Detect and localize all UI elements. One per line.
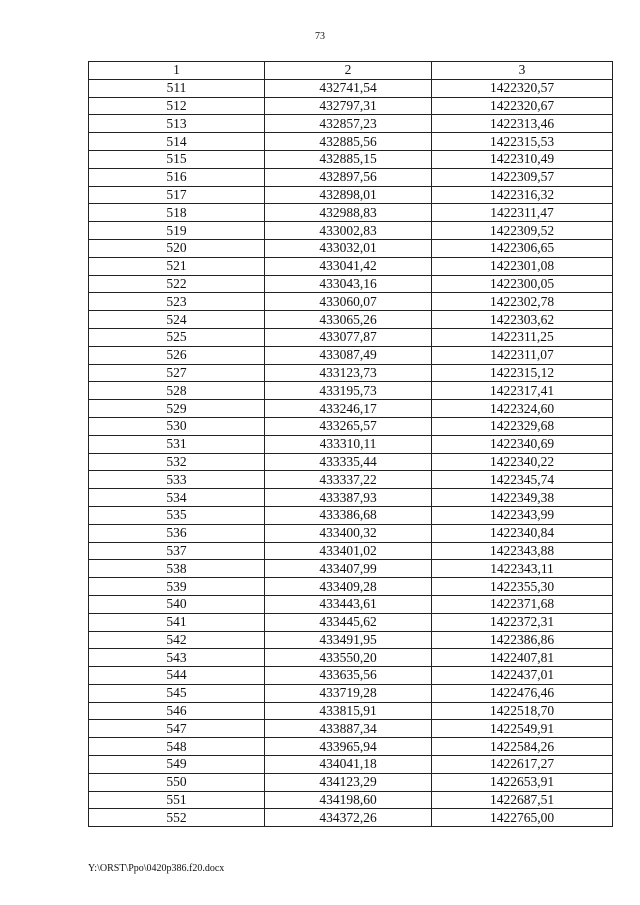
table-row [89, 471, 613, 489]
y-coordinate-cell: 1422372,31 [432, 613, 613, 631]
y-coordinate-cell: 1422340,84 [432, 524, 613, 542]
x-coordinate-cell: 433387,93 [265, 489, 432, 507]
y-coordinate-cell: 1422549,91 [432, 720, 613, 738]
point-number-cell: 517 [89, 186, 265, 204]
table-row [89, 346, 613, 364]
point-number-cell: 531 [89, 435, 265, 453]
table-row [89, 720, 613, 738]
x-coordinate-cell: 433123,73 [265, 364, 432, 382]
x-coordinate-cell: 433060,07 [265, 293, 432, 311]
y-coordinate-cell: 1422329,68 [432, 417, 613, 435]
point-number-cell: 546 [89, 702, 265, 720]
point-number-cell: 512 [89, 97, 265, 115]
point-number-cell: 524 [89, 311, 265, 329]
x-coordinate-cell: 432897,56 [265, 168, 432, 186]
y-coordinate-cell: 1422518,70 [432, 702, 613, 720]
x-coordinate-cell: 433491,95 [265, 631, 432, 649]
point-number-cell: 548 [89, 738, 265, 756]
point-number-cell: 545 [89, 684, 265, 702]
y-coordinate-cell: 1422343,88 [432, 542, 613, 560]
x-coordinate-cell: 433550,20 [265, 649, 432, 667]
table-row [89, 506, 613, 524]
y-coordinate-cell: 1422300,05 [432, 275, 613, 293]
table-row [89, 400, 613, 418]
table-row [89, 204, 613, 222]
table-row [89, 809, 613, 827]
table-row [89, 328, 613, 346]
point-number-cell: 536 [89, 524, 265, 542]
point-number-cell: 537 [89, 542, 265, 560]
point-number-cell: 515 [89, 150, 265, 168]
x-coordinate-cell: 433443,61 [265, 595, 432, 613]
table-row [89, 275, 613, 293]
y-coordinate-cell: 1422309,57 [432, 168, 613, 186]
point-number-cell: 544 [89, 667, 265, 685]
x-coordinate-cell: 433043,16 [265, 275, 432, 293]
point-number-cell: 552 [89, 809, 265, 827]
x-coordinate-cell: 433407,99 [265, 560, 432, 578]
x-coordinate-cell: 433246,17 [265, 400, 432, 418]
y-coordinate-cell: 1422355,30 [432, 578, 613, 596]
y-coordinate-cell: 1422584,26 [432, 738, 613, 756]
table-row [89, 133, 613, 151]
y-coordinate-cell: 1422476,46 [432, 684, 613, 702]
x-coordinate-cell: 433087,49 [265, 346, 432, 364]
point-number-cell: 518 [89, 204, 265, 222]
point-number-cell: 530 [89, 417, 265, 435]
y-coordinate-cell: 1422653,91 [432, 773, 613, 791]
x-coordinate-cell: 433065,26 [265, 311, 432, 329]
y-coordinate-cell: 1422306,65 [432, 239, 613, 257]
point-number-cell: 532 [89, 453, 265, 471]
x-coordinate-cell: 433400,32 [265, 524, 432, 542]
table-row [89, 435, 613, 453]
x-coordinate-cell: 433265,57 [265, 417, 432, 435]
table-row [89, 97, 613, 115]
point-number-cell: 523 [89, 293, 265, 311]
table-row [89, 293, 613, 311]
table-row [89, 382, 613, 400]
table-row [89, 489, 613, 507]
x-coordinate-cell: 433032,01 [265, 239, 432, 257]
table-row [89, 649, 613, 667]
x-coordinate-cell: 433815,91 [265, 702, 432, 720]
page-number: 73 [315, 31, 325, 42]
table-row [89, 667, 613, 685]
x-coordinate-cell: 433445,62 [265, 613, 432, 631]
point-number-cell: 535 [89, 506, 265, 524]
x-coordinate-cell: 433195,73 [265, 382, 432, 400]
point-number-cell: 539 [89, 578, 265, 596]
point-number-cell: 549 [89, 756, 265, 774]
point-number-cell: 528 [89, 382, 265, 400]
point-number-cell: 543 [89, 649, 265, 667]
table-row [89, 702, 613, 720]
y-coordinate-cell: 1422320,57 [432, 79, 613, 97]
y-coordinate-cell: 1422315,53 [432, 133, 613, 151]
y-coordinate-cell: 1422303,62 [432, 311, 613, 329]
y-coordinate-cell: 1422340,69 [432, 435, 613, 453]
x-coordinate-cell: 434198,60 [265, 791, 432, 809]
point-number-cell: 522 [89, 275, 265, 293]
y-coordinate-cell: 1422311,47 [432, 204, 613, 222]
x-coordinate-cell: 433002,83 [265, 222, 432, 240]
table-row [89, 311, 613, 329]
point-number-cell: 525 [89, 328, 265, 346]
table-row [89, 453, 613, 471]
point-number-cell: 526 [89, 346, 265, 364]
x-coordinate-cell: 432988,83 [265, 204, 432, 222]
table-row [89, 417, 613, 435]
point-number-cell: 527 [89, 364, 265, 382]
y-coordinate-cell: 1422311,07 [432, 346, 613, 364]
x-coordinate-cell: 433401,02 [265, 542, 432, 560]
y-coordinate-cell: 1422316,32 [432, 186, 613, 204]
x-coordinate-cell: 433041,42 [265, 257, 432, 275]
y-coordinate-cell: 1422309,52 [432, 222, 613, 240]
table-row [89, 524, 613, 542]
table-row [89, 222, 613, 240]
table-row [89, 239, 613, 257]
x-coordinate-cell: 433887,34 [265, 720, 432, 738]
point-number-cell: 514 [89, 133, 265, 151]
x-coordinate-cell: 433719,28 [265, 684, 432, 702]
point-number-cell: 533 [89, 471, 265, 489]
point-number-cell: 541 [89, 613, 265, 631]
table-row [89, 773, 613, 791]
x-coordinate-cell: 432898,01 [265, 186, 432, 204]
y-coordinate-cell: 1422317,41 [432, 382, 613, 400]
table-row [89, 79, 613, 97]
y-coordinate-cell: 1422765,00 [432, 809, 613, 827]
table-row [89, 257, 613, 275]
table-row [89, 613, 613, 631]
x-coordinate-cell: 432857,23 [265, 115, 432, 133]
y-coordinate-cell: 1422315,12 [432, 364, 613, 382]
table-row [89, 542, 613, 560]
table-header [89, 62, 613, 80]
y-coordinate-cell: 1422311,25 [432, 328, 613, 346]
table-body [89, 79, 613, 826]
point-number-cell: 521 [89, 257, 265, 275]
table-row [89, 364, 613, 382]
table-row [89, 738, 613, 756]
x-coordinate-cell: 433965,94 [265, 738, 432, 756]
y-coordinate-cell: 1422687,51 [432, 791, 613, 809]
column-header-3: 3 [432, 62, 613, 80]
y-coordinate-cell: 1422407,81 [432, 649, 613, 667]
column-header-2: 2 [265, 62, 432, 80]
table-row [89, 578, 613, 596]
x-coordinate-cell: 433310,11 [265, 435, 432, 453]
table-row [89, 684, 613, 702]
column-header-1: 1 [89, 62, 265, 80]
table-row [89, 150, 613, 168]
y-coordinate-cell: 1422345,74 [432, 471, 613, 489]
table-header-row [89, 62, 613, 80]
point-number-cell: 547 [89, 720, 265, 738]
y-coordinate-cell: 1422371,68 [432, 595, 613, 613]
table-row [89, 168, 613, 186]
y-coordinate-cell: 1422437,01 [432, 667, 613, 685]
x-coordinate-cell: 434041,18 [265, 756, 432, 774]
point-number-cell: 550 [89, 773, 265, 791]
x-coordinate-cell: 433335,44 [265, 453, 432, 471]
point-number-cell: 513 [89, 115, 265, 133]
x-coordinate-cell: 432741,54 [265, 79, 432, 97]
point-number-cell: 551 [89, 791, 265, 809]
y-coordinate-cell: 1422320,67 [432, 97, 613, 115]
y-coordinate-cell: 1422343,11 [432, 560, 613, 578]
table-row [89, 631, 613, 649]
y-coordinate-cell: 1422310,49 [432, 150, 613, 168]
y-coordinate-cell: 1422343,99 [432, 506, 613, 524]
x-coordinate-cell: 433077,87 [265, 328, 432, 346]
y-coordinate-cell: 1422324,60 [432, 400, 613, 418]
table-row [89, 186, 613, 204]
point-number-cell: 534 [89, 489, 265, 507]
table-row [89, 595, 613, 613]
y-coordinate-cell: 1422349,38 [432, 489, 613, 507]
table-row [89, 115, 613, 133]
x-coordinate-cell: 432885,15 [265, 150, 432, 168]
table-row [89, 756, 613, 774]
point-number-cell: 516 [89, 168, 265, 186]
y-coordinate-cell: 1422617,27 [432, 756, 613, 774]
point-number-cell: 511 [89, 79, 265, 97]
table-row [89, 791, 613, 809]
x-coordinate-cell: 433409,28 [265, 578, 432, 596]
y-coordinate-cell: 1422313,46 [432, 115, 613, 133]
y-coordinate-cell: 1422340,22 [432, 453, 613, 471]
y-coordinate-cell: 1422302,78 [432, 293, 613, 311]
point-number-cell: 542 [89, 631, 265, 649]
table-row [89, 560, 613, 578]
x-coordinate-cell: 432885,56 [265, 133, 432, 151]
y-coordinate-cell: 1422301,08 [432, 257, 613, 275]
x-coordinate-cell: 433337,22 [265, 471, 432, 489]
x-coordinate-cell: 434123,29 [265, 773, 432, 791]
y-coordinate-cell: 1422386,86 [432, 631, 613, 649]
point-number-cell: 520 [89, 239, 265, 257]
x-coordinate-cell: 432797,31 [265, 97, 432, 115]
point-number-cell: 540 [89, 595, 265, 613]
x-coordinate-cell: 433635,56 [265, 667, 432, 685]
footer-file-path: Y:\ORST\Ppo\0420p386.f20.docx [88, 863, 225, 874]
point-number-cell: 519 [89, 222, 265, 240]
coordinates-table [88, 61, 613, 827]
x-coordinate-cell: 433386,68 [265, 506, 432, 524]
x-coordinate-cell: 434372,26 [265, 809, 432, 827]
point-number-cell: 529 [89, 400, 265, 418]
point-number-cell: 538 [89, 560, 265, 578]
